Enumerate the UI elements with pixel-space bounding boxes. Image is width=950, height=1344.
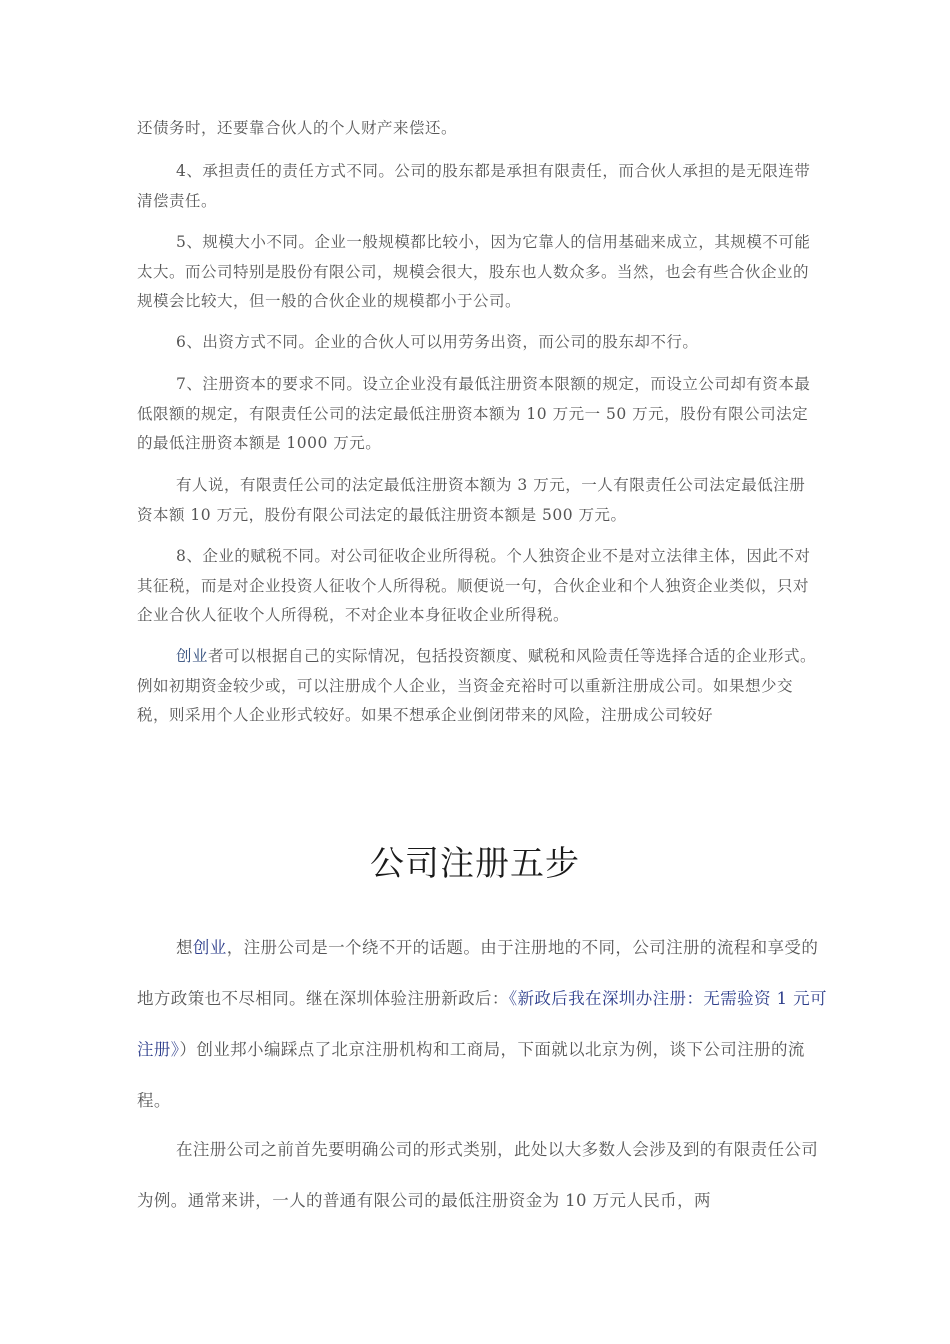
paragraph-registered-capital: 7、注册资本的要求不同。设立企业没有最低注册资本限额的规定，而设立公司却有资本最低限额的规定，有限责任公司的法定最低注册资本额为 10 万元一 50 万元，股份有限公司法定的最低注册资本额是 1000 万元。 [137,375,811,452]
startup-link[interactable]: 创业 [176,647,209,665]
paragraph-scale: 5、规模大小不同。企业一般规模都比较小，因为它靠人的信用基础来成立，其规模不可能太大。而公司特别是股份有限公司，规模会很大，股东也人数众多。当然，也会有些合伙企业的规模会比较大，但一般的合伙企业的规模都小于公司。 [137,233,811,310]
shenzhen-article-link[interactable]: 《新政后我在深圳办注册：无需验资 1 元可注册》 [137,989,827,1059]
paragraph-register-intro [137,922,827,1126]
intro-mid-text: ，注册公司是一个绕不开的话题。由于注册地的不同，公司注册的流程和享受的地方政策也不尽相同。继在深圳体验注册新政后： [137,938,819,1008]
intro-pre-text: 想 [176,938,193,957]
startup-link-2[interactable]: 创业 [192,938,227,957]
paragraph-entrepreneur-advice [137,642,819,731]
advice-text: 者可以根据自己的实际情况，包括投资额度、赋税和风险责任等选择合适的企业形式。例如初期资金较少或，可以注册成个人企业，当资金充裕时可以重新注册成公司。如果想少交税，则采用个人企业形式较好。如果不想承企业倒闭带来的风险，注册成公司较好 [137,647,817,724]
section-title: 公司注册五步 [370,844,580,884]
paragraph-contribution: 6、出资方式不同。企业的合伙人可以用劳务出资，而公司的股东却不行。 [176,333,699,351]
paragraph-company-type: 在注册公司之前首先要明确公司的形式类别，此处以大多数人会涉及到的有限责任公司为例。通常来讲，一人的普通有限公司的最低注册资金为 10 万元人民币，两 [137,1140,819,1210]
paragraph-liability: 4、承担责任的责任方式不同。公司的股东都是承担有限责任，而合伙人承担的是无限连带清偿责任。 [137,162,811,210]
intro-post-text: ）创业邦小编踩点了北京注册机构和工商局，下面就以北京为例，谈下公司注册的流程。 [137,1040,805,1110]
paragraph-repay-debt: 还债务时，还要靠合伙人的个人财产来偿还。 [137,119,458,137]
paragraph-capital-note: 有人说，有限责任公司的法定最低注册资本额为 3 万元，一人有限责任公司法定最低注册资本额 10 万元，股份有限公司法定的最低注册资本额是 500 万元。 [137,476,806,524]
paragraph-taxation: 8、企业的赋税不同。对公司征收企业所得税。个人独资企业不是对立法律主体，因此不对其征税，而是对企业投资人征收个人所得税。顺便说一句，合伙企业和个人独资企业类似，只对企业合伙人征收个人所得税，不对企业本身征收企业所得税。 [137,547,811,624]
